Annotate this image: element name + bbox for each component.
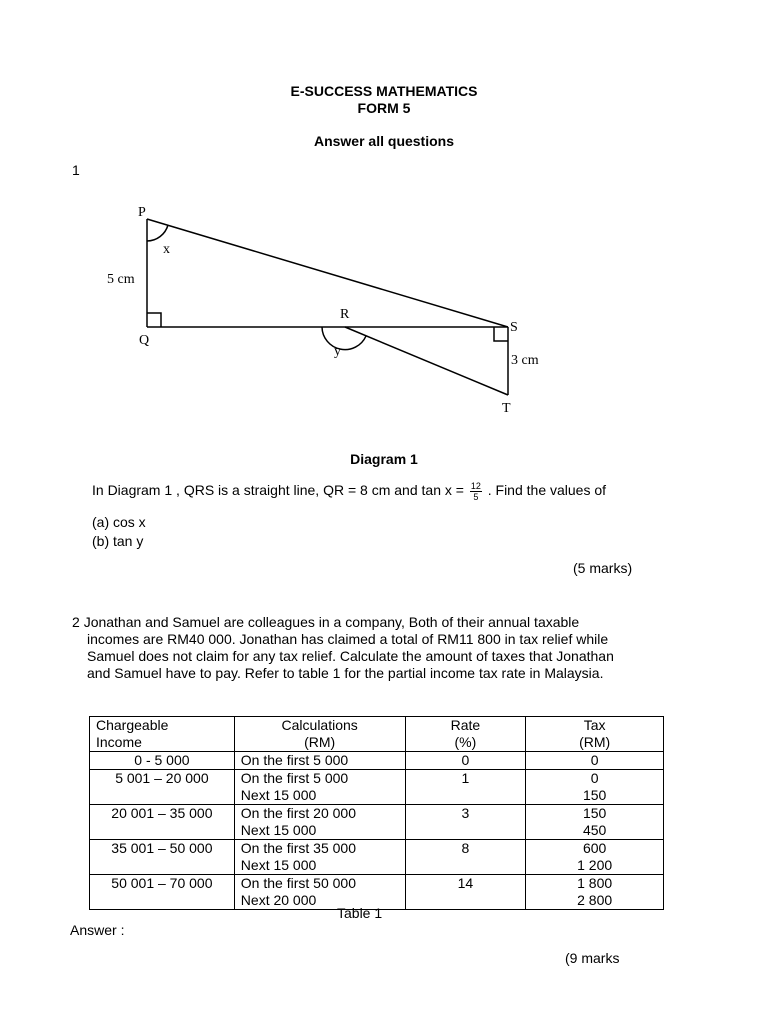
angle-arc-x: [147, 225, 168, 241]
right-angle-q: [147, 313, 161, 327]
segment-ps: [147, 219, 508, 327]
calc-cell: On the first 35 000 Next 15 000: [234, 840, 405, 875]
question-1-marks: (5 marks): [573, 560, 633, 576]
question-2-line-4: and Samuel have to pay. Refer to table 1 for the partial income tax rate in Malaysia.: [87, 665, 604, 681]
table-row: [90, 752, 664, 770]
label-y: y: [334, 344, 341, 359]
diagram-1: [0, 195, 768, 425]
form-label: FORM 5: [357, 100, 411, 116]
header-rate: Rate (%): [405, 717, 526, 752]
question-2-text: [72, 614, 682, 682]
table-row: [90, 840, 664, 875]
header-tax: Tax (RM): [526, 717, 664, 752]
fraction-tan-x: [470, 481, 482, 502]
question-1-part-b: (b) tan y: [92, 533, 144, 549]
income-cell: 50 001 – 70 000: [90, 875, 235, 910]
tax-rate-table: [89, 716, 664, 910]
question-1-text-before: In Diagram 1 , QRS is a straight line, QR = 8 cm and tan x =: [92, 482, 464, 498]
rate-cell: 0: [405, 752, 526, 770]
question-1-text-after: . Find the values of: [487, 482, 607, 498]
tax-cell: 1 800 2 800: [526, 875, 664, 910]
answer-label: Answer :: [70, 922, 125, 938]
segment-rt: [345, 327, 508, 395]
rate-cell: 14: [405, 875, 526, 910]
header-calculations: Calculations (RM): [234, 717, 405, 752]
label-t: T: [502, 401, 511, 416]
instruction: Answer all questions: [313, 133, 455, 149]
tax-cell: 150 450: [526, 805, 664, 840]
label-q: Q: [139, 333, 150, 348]
question-2-line-3: Samuel does not claim for any tax relief. Calculate the amount of taxes that Jonathan: [87, 648, 614, 664]
label-st-length: 3 cm: [511, 353, 539, 368]
fraction-numerator: 12: [470, 480, 481, 491]
fraction-denominator: 5: [473, 491, 479, 502]
question-2-line-1: [72, 614, 682, 631]
tax-cell: 0 150: [526, 770, 664, 805]
label-x: x: [163, 242, 170, 257]
calc-cell: On the first 20 000 Next 15 000: [234, 805, 405, 840]
table-caption: Table 1: [337, 905, 383, 921]
question-1-text: [92, 479, 606, 502]
table-row: [90, 770, 664, 805]
label-s: S: [510, 320, 518, 335]
label-pq-length: 5 cm: [107, 272, 135, 287]
label-r: R: [340, 307, 350, 322]
tax-cell: 0: [526, 752, 664, 770]
question-2-marks: (9 marks: [565, 950, 620, 966]
question-2-number: 2: [72, 614, 80, 630]
angle-arc-y: [322, 327, 366, 350]
income-cell: 35 001 – 50 000: [90, 840, 235, 875]
table-row: [90, 805, 664, 840]
income-cell: 0 - 5 000: [90, 752, 235, 770]
tax-cell: 600 1 200: [526, 840, 664, 875]
label-p: P: [138, 205, 146, 220]
rate-cell: 1: [405, 770, 526, 805]
income-cell: 20 001 – 35 000: [90, 805, 235, 840]
calc-cell: On the first 5 000 Next 15 000: [234, 770, 405, 805]
income-cell: 5 001 – 20 000: [90, 770, 235, 805]
calc-cell: On the first 50 000 Next 20 000: [234, 875, 405, 910]
diagram-caption: Diagram 1: [350, 451, 418, 467]
header-chargeable-income: Chargeable Income: [90, 717, 235, 752]
question-2-line-1-text: Jonathan and Samuel are colleagues in a company, Both of their annual taxable: [83, 614, 580, 630]
question-1-part-a: (a) cos x: [92, 514, 146, 530]
calc-cell: On the first 5 000: [234, 752, 405, 770]
document-title: E-SUCCESS MATHEMATICS: [290, 83, 478, 99]
rate-cell: 8: [405, 840, 526, 875]
table-header-row: [90, 717, 664, 752]
question-2-line-2: incomes are RM40 000. Jonathan has claimed a total of RM11 800 in tax relief while: [87, 631, 609, 647]
right-angle-s: [494, 327, 508, 341]
rate-cell: 3: [405, 805, 526, 840]
question-1-number: 1: [72, 162, 80, 178]
